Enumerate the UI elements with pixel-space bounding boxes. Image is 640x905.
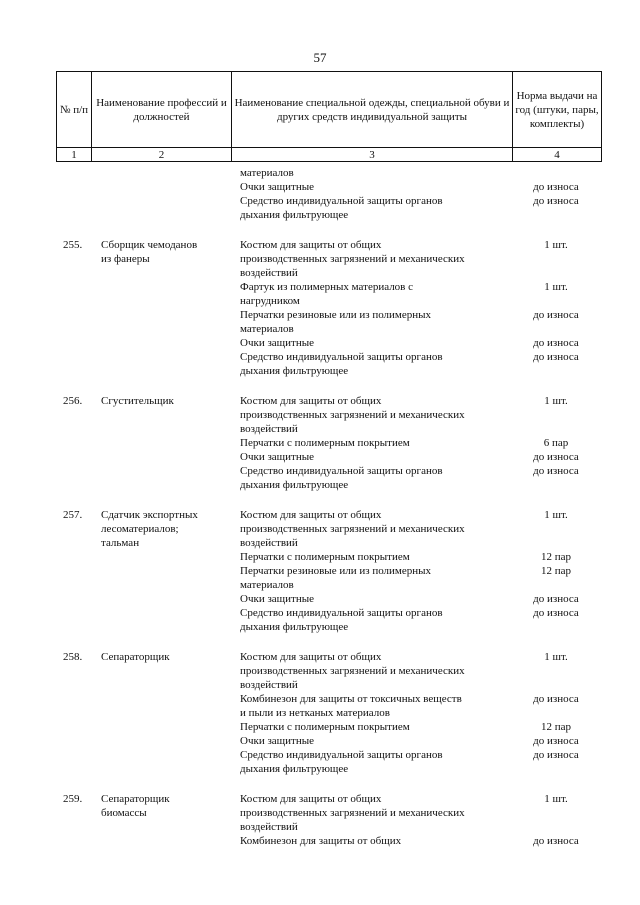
equipment-name-line: Комбинезон для защиты от общих [240, 835, 402, 847]
column-number-4: 4 [513, 148, 602, 162]
issue-norm: до износа [533, 195, 579, 207]
issue-norm: до износа [533, 451, 579, 463]
equipment-name-line: дыхания фильтрующее [240, 763, 349, 775]
equipment-name-line: Костюм для защиты от общих [240, 395, 382, 407]
equipment-item [0, 166, 640, 180]
equipment-name-line: воздействий [240, 267, 298, 279]
equipment-name-line: Очки защитные [240, 593, 315, 605]
issue-norm: 12 пар [540, 721, 572, 733]
column-number-1: 1 [57, 148, 92, 162]
equipment-name [240, 450, 510, 464]
equipment-name-line: Костюм для защиты от общих [240, 793, 382, 805]
equipment-name-line: Перчатки с полимерным покрытием [240, 721, 410, 733]
issue-norm: до износа [533, 309, 579, 321]
equipment-item [0, 592, 640, 606]
equipment-name [240, 350, 510, 378]
profession-name-line: тальман [101, 537, 140, 549]
issue-norm: до износа [533, 337, 579, 349]
table-body [0, 166, 640, 848]
equipment-item [0, 650, 640, 692]
equipment-name [240, 436, 510, 450]
profession-entry [0, 508, 640, 634]
equipment-name-line: производственных загрязнений и механических [240, 807, 465, 819]
equipment-name-line: нагрудником [240, 295, 300, 307]
equipment-item [0, 720, 640, 734]
equipment-name [240, 734, 510, 748]
entry-number: 258. [63, 651, 83, 663]
equipment-name [240, 606, 510, 634]
equipment-name-line: Перчатки резиновые или из полимерных [240, 565, 432, 577]
issue-norm: 1 шт. [544, 793, 568, 805]
equipment-name-line: дыхания фильтрующее [240, 365, 349, 377]
profession-entry [0, 650, 640, 776]
equipment-name [240, 564, 510, 592]
equipment-item [0, 450, 640, 464]
equipment-name [240, 508, 510, 550]
issue-norm: 1 шт. [544, 281, 568, 293]
entry-number: 257. [63, 509, 83, 521]
equipment-item [0, 734, 640, 748]
equipment-name-line: Фартук из полимерных материалов с [240, 281, 414, 293]
equipment-item [0, 280, 640, 308]
issue-norm: 1 шт. [544, 651, 568, 663]
equipment-name [240, 464, 510, 492]
equipment-item [0, 550, 640, 564]
profession-name-line: Сборщик чемоданов [101, 239, 198, 251]
equipment-name [240, 550, 510, 564]
equipment-name-line: Средство индивидуальной защиты органов [240, 749, 443, 761]
continuation-block [0, 166, 640, 222]
issue-norm: до износа [533, 735, 579, 747]
column-number-2: 2 [92, 148, 232, 162]
issue-norm: 1 шт. [544, 395, 568, 407]
equipment-name-line: производственных загрязнений и механических [240, 409, 465, 421]
page-number: 57 [313, 50, 327, 65]
issue-norm: до износа [533, 593, 579, 605]
equipment-name [240, 792, 510, 834]
issue-norm: 12 пар [540, 551, 572, 563]
equipment-name-line: Комбинезон для защиты от токсичных веществ [240, 693, 462, 705]
equipment-name-line: Средство индивидуальной защиты органов [240, 465, 443, 477]
equipment-name [240, 166, 510, 180]
profession-name-line: Сгустительщик [101, 395, 174, 407]
equipment-name [240, 394, 510, 436]
header-profession: Наименование профессий и должностей [92, 72, 232, 148]
profession-name-line: Сепараторщик [101, 651, 170, 663]
entry-number: 259. [63, 793, 83, 805]
equipment-name-line: Перчатки резиновые или из полимерных [240, 309, 432, 321]
equipment-name-line: дыхания фильтрующее [240, 209, 349, 221]
entry-number: 255. [63, 239, 83, 251]
equipment-name [240, 308, 510, 336]
equipment-item [0, 436, 640, 450]
issue-norm: до износа [533, 749, 579, 761]
header-norm: Норма выдачи на год (штуки, пары, комплекты) [513, 72, 602, 148]
equipment-item [0, 692, 640, 720]
equipment-name [240, 194, 510, 222]
equipment-name-line: воздействий [240, 821, 298, 833]
profession-name-line: Сдатчик экспортных [101, 509, 198, 521]
issue-norm: до износа [533, 693, 579, 705]
equipment-item [0, 792, 640, 834]
issue-norm: до износа [533, 835, 579, 847]
issue-norm: до износа [533, 465, 579, 477]
equipment-name-line: Средство индивидуальной защиты органов [240, 195, 443, 207]
equipment-item [0, 606, 640, 634]
profession-entry [0, 792, 640, 848]
equipment-name [240, 238, 510, 280]
equipment-name-line: Костюм для защиты от общих [240, 651, 382, 663]
profession-entry [0, 394, 640, 492]
equipment-name-line: воздействий [240, 537, 298, 549]
equipment-name [240, 748, 510, 776]
profession-name-line: лесоматериалов; [101, 523, 179, 535]
equipment-name-line: материалов [240, 323, 294, 335]
equipment-item [0, 180, 640, 194]
profession-name-line: биомассы [101, 807, 147, 819]
equipment-name-line: Перчатки с полимерным покрытием [240, 437, 410, 449]
equipment-name [240, 692, 510, 720]
equipment-name-line: производственных загрязнений и механических [240, 253, 465, 265]
equipment-name-line: материалов [240, 579, 294, 591]
equipment-item [0, 350, 640, 378]
column-number-3: 3 [232, 148, 513, 162]
equipment-name [240, 180, 510, 194]
equipment-name-line: Очки защитные [240, 181, 315, 193]
equipment-name [240, 336, 510, 350]
equipment-name-line: Костюм для защиты от общих [240, 239, 382, 251]
header-equipment: Наименование специальной одежды, специальной обуви и других средств индивидуальной защиты [232, 72, 513, 148]
table-header [56, 71, 602, 162]
equipment-name-line: воздействий [240, 423, 298, 435]
issue-norm: 1 шт. [544, 239, 568, 251]
equipment-name-line: Очки защитные [240, 337, 315, 349]
issue-norm: до износа [533, 181, 579, 193]
issue-norm: до износа [533, 351, 579, 363]
equipment-item [0, 464, 640, 492]
profession-entry [0, 238, 640, 378]
issue-norm: 12 пар [540, 565, 572, 577]
equipment-name [240, 280, 510, 308]
equipment-item [0, 564, 640, 592]
equipment-item [0, 748, 640, 776]
equipment-item [0, 508, 640, 550]
equipment-item [0, 308, 640, 336]
equipment-name [240, 592, 510, 606]
equipment-item [0, 394, 640, 436]
equipment-name-line: и пыли из нетканых материалов [240, 707, 390, 719]
entry-number: 256. [63, 395, 83, 407]
equipment-name-line: материалов [240, 167, 294, 179]
equipment-name [240, 650, 510, 692]
header-number: № п/п [57, 72, 92, 148]
equipment-item [0, 336, 640, 350]
equipment-name-line: дыхания фильтрующее [240, 479, 349, 491]
equipment-name-line: Очки защитные [240, 451, 315, 463]
issue-norm: до износа [533, 607, 579, 619]
equipment-name-line: производственных загрязнений и механических [240, 665, 465, 677]
equipment-item [0, 194, 640, 222]
equipment-item [0, 238, 640, 280]
equipment-name-line: производственных загрязнений и механических [240, 523, 465, 535]
profession-name-line: из фанеры [101, 253, 150, 265]
issue-norm: 1 шт. [544, 509, 568, 521]
equipment-name-line: дыхания фильтрующее [240, 621, 349, 633]
equipment-name-line: воздействий [240, 679, 298, 691]
equipment-name-line: Перчатки с полимерным покрытием [240, 551, 410, 563]
equipment-name-line: Средство индивидуальной защиты органов [240, 351, 443, 363]
equipment-name [240, 834, 510, 848]
issue-norm: 6 пар [543, 437, 569, 449]
equipment-name-line: Костюм для защиты от общих [240, 509, 382, 521]
profession-name-line: Сепараторщик [101, 793, 170, 805]
equipment-name-line: Средство индивидуальной защиты органов [240, 607, 443, 619]
equipment-name-line: Очки защитные [240, 735, 315, 747]
equipment-item [0, 834, 640, 848]
equipment-name [240, 720, 510, 734]
